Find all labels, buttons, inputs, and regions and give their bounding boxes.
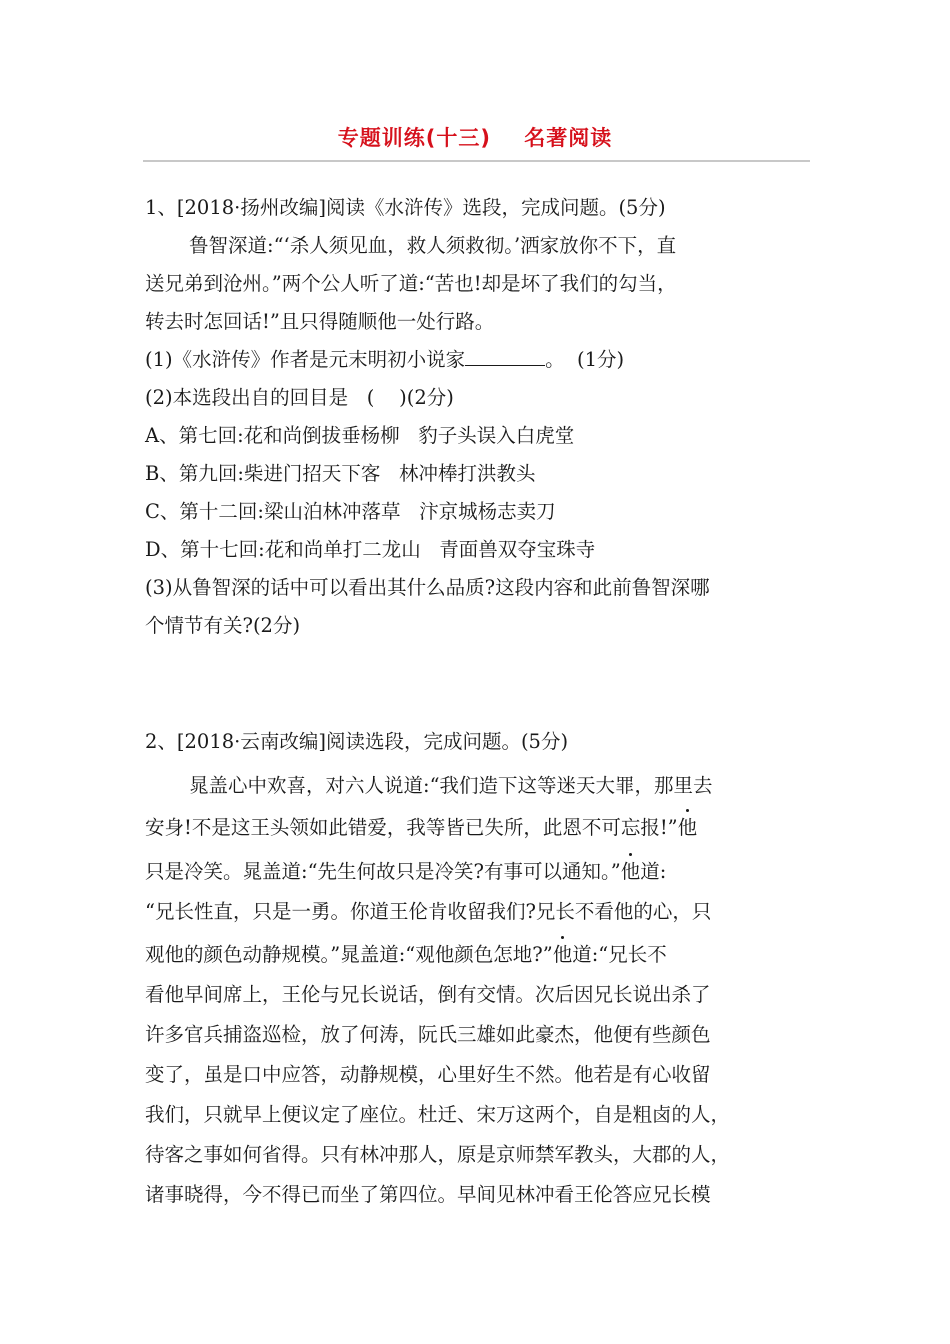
title-divider [143, 160, 810, 162]
q2-passage-line [145, 862, 666, 882]
q2-passage-text: 道: [640, 860, 667, 883]
emphasized-pronoun: 他 [677, 816, 698, 839]
q1-sub3: (3)从鲁智深的话中可以看出其什么品质?这段内容和此前鲁智深哪 [145, 576, 710, 599]
emphasized-pronoun: 他 [620, 860, 641, 883]
q1-option-d: D、第十七回:花和尚单打二龙山 青面兽双夺宝珠寺 [145, 538, 596, 561]
q1-option-a: A、第七回:花和尚倒拔垂杨柳 豹子头误入白虎堂 [145, 424, 575, 447]
q2-passage-line: 我们，只就早上便议定了座位。杜迁、宋万这两个，自是粗卤的人， [145, 1103, 731, 1126]
q1-sub1-suffix: 。 (1分) [545, 348, 625, 371]
q2-passage-text: 道:“兄长不 [572, 943, 667, 966]
q2-passage-line: 许多官兵捕盗巡检，放了何涛，阮氏三雄如此豪杰，他便有些颜色 [145, 1023, 711, 1046]
page-title: 专题训练(十三) 名著阅读 [337, 126, 613, 150]
q1-sub1 [145, 350, 624, 370]
q2-passage-line: “兄长性直，只是一勇。你道王伦肯收留我们?兄长不看他的心，只 [145, 900, 712, 923]
q1-heading: 1、[2018·扬州改编]阅读《水浒传》选段，完成问题。(5分) [145, 196, 666, 219]
q2-passage-line [145, 945, 667, 965]
q2-passage-text: 观他的颜色动静规模。”晁盖道:“观他颜色怎地?” [145, 943, 553, 966]
q2-passage-line: 晁盖心中欢喜，对六人说道:“我们造下这等迷天大罪，那里去 [189, 774, 713, 797]
q1-sub1-prefix: (1)《水浒传》作者是元末明初小说家 [145, 348, 466, 371]
q2-passage-line: 变了，虽是口中应答，动静规模，心里好生不然。他若是有心收留 [145, 1063, 711, 1086]
q2-passage-line [145, 818, 697, 838]
emphasized-pronoun: 他 [552, 943, 573, 966]
q1-passage-line: 鲁智深道:“‘杀人须见血，救人须救彻。’洒家放你不下，直 [189, 234, 677, 257]
answer-blank[interactable] [465, 364, 545, 366]
q1-option-c: C、第十二回:梁山泊林冲落草 汴京城杨志卖刀 [145, 500, 556, 523]
q1-option-b: B、第九回:柴进门招天下客 林冲棒打洪教头 [145, 462, 536, 485]
q1-passage-line: 送兄弟到沧州。”两个公人听了道:“苦也!却是坏了我们的勾当， [145, 272, 677, 295]
q2-heading: 2、[2018·云南改编]阅读选段，完成问题。(5分) [145, 730, 569, 753]
q2-passage-line: 待客之事如何省得。只有林冲那人，原是京师禁军教头，大郡的人， [145, 1143, 731, 1166]
q1-sub2: (2)本选段出自的回目是 ( )(2分) [145, 386, 454, 409]
q2-passage-text: 安身!不是这王头领如此错爱，我等皆已失所，此恩不可忘报!” [145, 816, 678, 839]
q1-passage-line: 转去时怎回话!”且只得随顺他一处行路。 [145, 310, 495, 333]
q2-passage-line: 诸事晓得，今不得已而坐了第四位。早间见林冲看王伦答应兄长模 [145, 1183, 711, 1206]
q2-passage-line: 看他早间席上，王伦与兄长说话，倒有交情。次后因兄长说出杀了 [145, 983, 711, 1006]
q2-passage-text: 只是冷笑。晁盖道:“先生何故只是冷笑?有事可以通知。” [145, 860, 621, 883]
q1-sub3: 个情节有关?(2分) [145, 614, 301, 637]
